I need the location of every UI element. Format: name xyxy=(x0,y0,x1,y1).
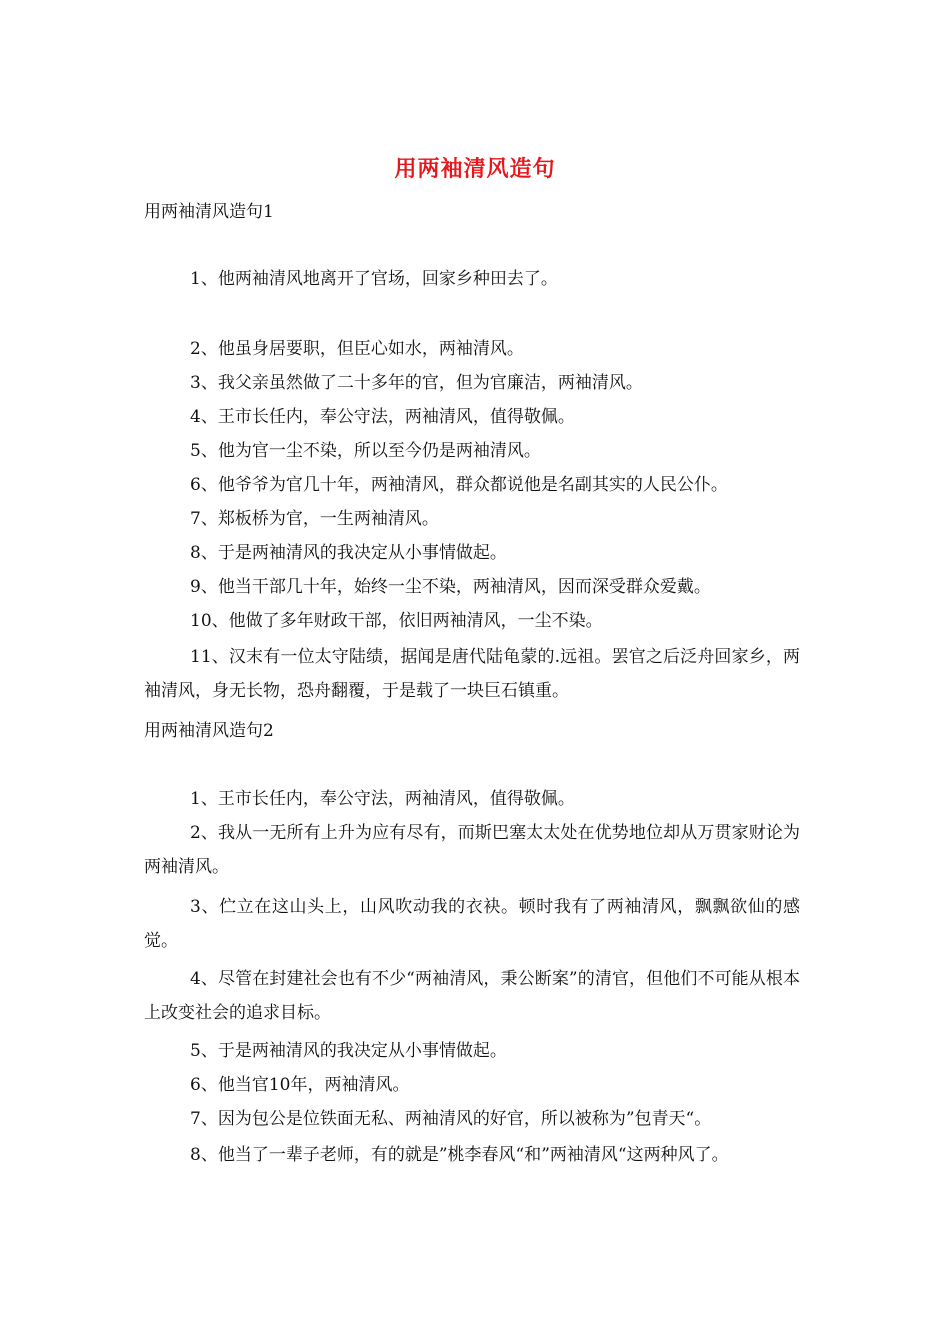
sentence-1-7: 7、郑板桥为官，一生两袖清风。 xyxy=(190,509,439,529)
sentence-2-3: 3、伫立在这山头上，山风吹动我的衣袂。顿时我有了两袖清风，飘飘欲仙的感觉。 xyxy=(144,897,800,951)
sentence-2-5: 5、于是两袖清风的我决定从小事情做起。 xyxy=(190,1041,507,1061)
document-title: 用两袖清风造句 xyxy=(394,156,556,182)
sentence-1-4: 4、王市长任内，奉公守法，两袖清风，值得敬佩。 xyxy=(190,407,575,427)
sentence-1-11: 11、汉末有一位太守陆绩，据闻是唐代陆龟蒙的.远祖。罢官之后泛舟回家乡，两袖清风，身无长物，恐舟翻覆，于是载了一块巨石镇重。 xyxy=(144,647,800,701)
sentence-1-9: 9、他当干部几十年，始终一尘不染，两袖清风，因而深受群众爱戴。 xyxy=(190,577,711,597)
sentence-1-1: 1、他两袖清风地离开了官场，回家乡种田去了。 xyxy=(190,269,558,289)
sentence-1-3: 3、我父亲虽然做了二十多年的官，但为官廉洁，两袖清风。 xyxy=(190,373,643,393)
sentence-1-2: 2、他虽身居要职，但臣心如水，两袖清风。 xyxy=(190,339,524,359)
sentence-2-7: 7、因为包公是位铁面无私、两袖清风的好官，所以被称为”包青天“。 xyxy=(190,1109,712,1129)
sentence-1-6: 6、他爷爷为官几十年，两袖清风，群众都说他是名副其实的人民公仆。 xyxy=(190,475,728,495)
section-heading-2: 用两袖清风造句2 xyxy=(144,721,274,741)
sentence-2-6: 6、他当官10年，两袖清风。 xyxy=(190,1075,410,1095)
sentence-2-8: 8、他当了一辈子老师，有的就是”桃李春风“和”两袖清风“这两种风了。 xyxy=(190,1145,729,1165)
sentence-1-10: 10、他做了多年财政干部，依旧两袖清风，一尘不染。 xyxy=(190,611,603,631)
sentence-2-4: 4、尽管在封建社会也有不少“两袖清风，秉公断案”的清官，但他们不可能从根本上改变社会的追求目标。 xyxy=(144,969,800,1023)
sentence-2-1: 1、王市长任内，奉公守法，两袖清风，值得敬佩。 xyxy=(190,789,575,809)
section-heading-1: 用两袖清风造句1 xyxy=(144,202,274,222)
sentence-1-8: 8、于是两袖清风的我决定从小事情做起。 xyxy=(190,543,507,563)
sentence-2-2: 2、我从一无所有上升为应有尽有，而斯巴塞太太处在优势地位却从万贯家财论为两袖清风。 xyxy=(144,823,800,877)
sentence-1-5: 5、他为官一尘不染，所以至今仍是两袖清风。 xyxy=(190,441,541,461)
